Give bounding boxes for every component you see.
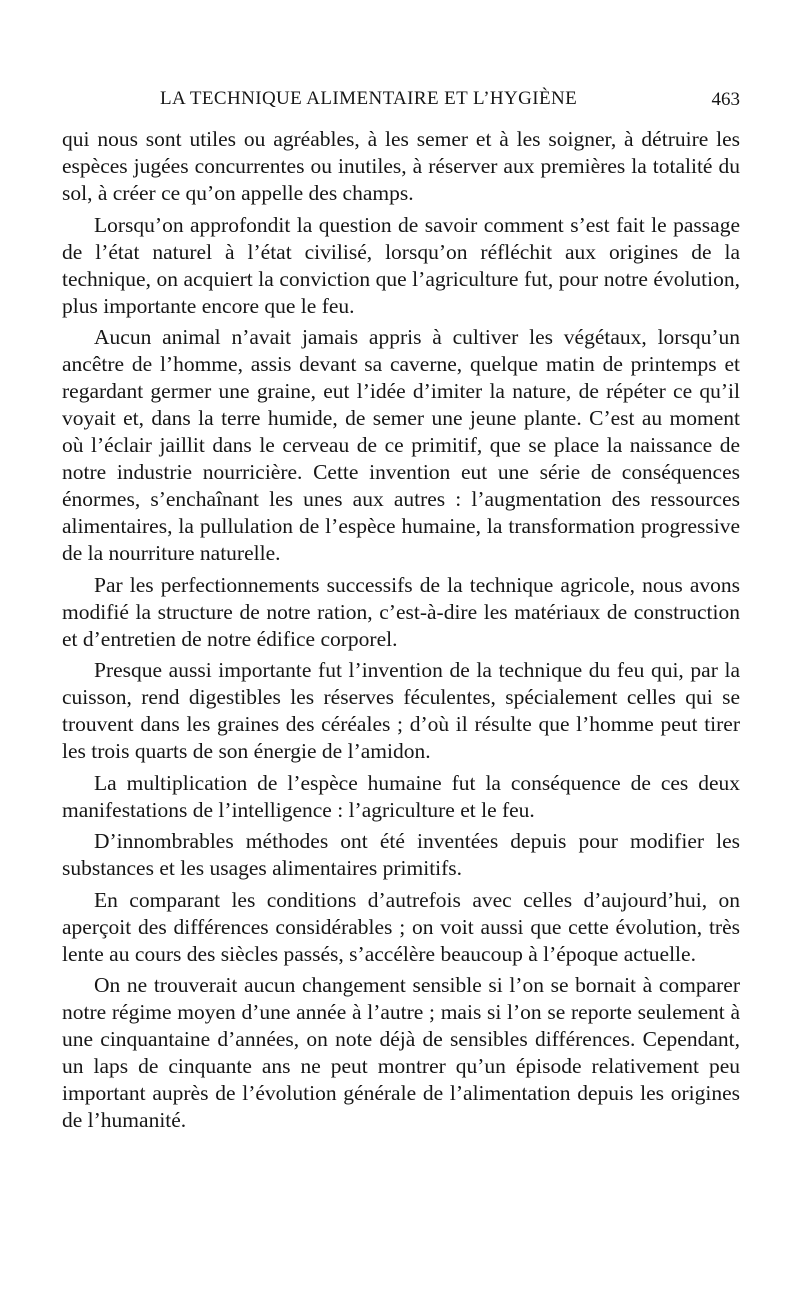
paragraph: D’innombrables méthodes ont été inventées depuis pour modifier les substances et les usages alimentaires primitifs. [62,829,740,880]
paragraph: qui nous sont utiles ou agréables, à les semer et à les soigner, à détruire les espèces jugées concurrentes ou inutiles, à réserver aux premières la totalité du sol, à créer ce qu’on appelle des champs. [62,127,740,205]
paragraph: La multiplication de l’espèce humaine fut la conséquence de ces deux manifestations de l’intelligence : l’agriculture et le feu. [62,770,740,822]
paragraph: Lorsqu’on approfondit la question de savoir comment s’est fait le passage de l’état naturel à l’état civilisé, lorsqu’on réfléchit aux origines de la technique, on acquiert la conviction que l’agriculture fut, pour notre évolution, plus importante encore que le feu. [62,212,740,318]
running-head [62,88,740,116]
running-title: LA TECHNIQUE ALIMENTAIRE ET L’HYGIÈNE [160,88,578,109]
page-number: 463 [711,89,740,110]
paragraph: On ne trouverait aucun changement sensible si l’on se bornait à comparer notre régime moyen d’une année à l’autre ; mais si l’on se reporte seulement à une cinquantaine d’années, on note déjà de sensibles différences. Cependant, un laps de cinquante ans ne peut montrer qu’un épisode relativement peu important auprès de l’évolution générale de l’alimentation depuis les origines de l’humanité. [62,973,740,1132]
body-text [62,126,740,1134]
paragraph: Aucun animal n’avait jamais appris à cultiver les végétaux, lorsqu’un ancêtre de l’homme, assis devant sa caverne, quelque matin de printemps et regardant germer une graine, eut l’idée d’imiter la nature, de répéter ce qu’il voyait et, dans la terre humide, de semer une jeune plante. C’est au moment où l’éclair jaillit dans le cerveau de ce primitif, que se place la naissance de notre industrie nourricière. Cette invention eut une série de conséquences énormes, s’enchaînant les unes aux autres : l’augmentation des ressources alimentaires, la pullulation de l’espèce humaine, la transformation progressive de la nourriture naturelle. [62,325,740,565]
paragraph: Presque aussi importante fut l’invention de la technique du feu qui, par la cuisson, rend digestibles les réserves féculentes, spécialement celles qui se trouvent dans les graines des céréales ; d’où il résulte que l’homme peut tirer les trois quarts de son énergie de l’amidon. [62,658,740,763]
paragraph: Par les perfectionnements successifs de la technique agricole, nous avons modifié la structure de notre ration, c’est-à-dire les matériaux de construction et d’entretien de notre édifice corporel. [62,572,740,651]
paragraph: En comparant les conditions d’autrefois avec celles d’aujourd’hui, on aperçoit des différences considérables ; on voit aussi que cette évolution, très lente au cours des siècles passés, s’accélère beaucoup à l’époque actuelle. [62,887,740,966]
